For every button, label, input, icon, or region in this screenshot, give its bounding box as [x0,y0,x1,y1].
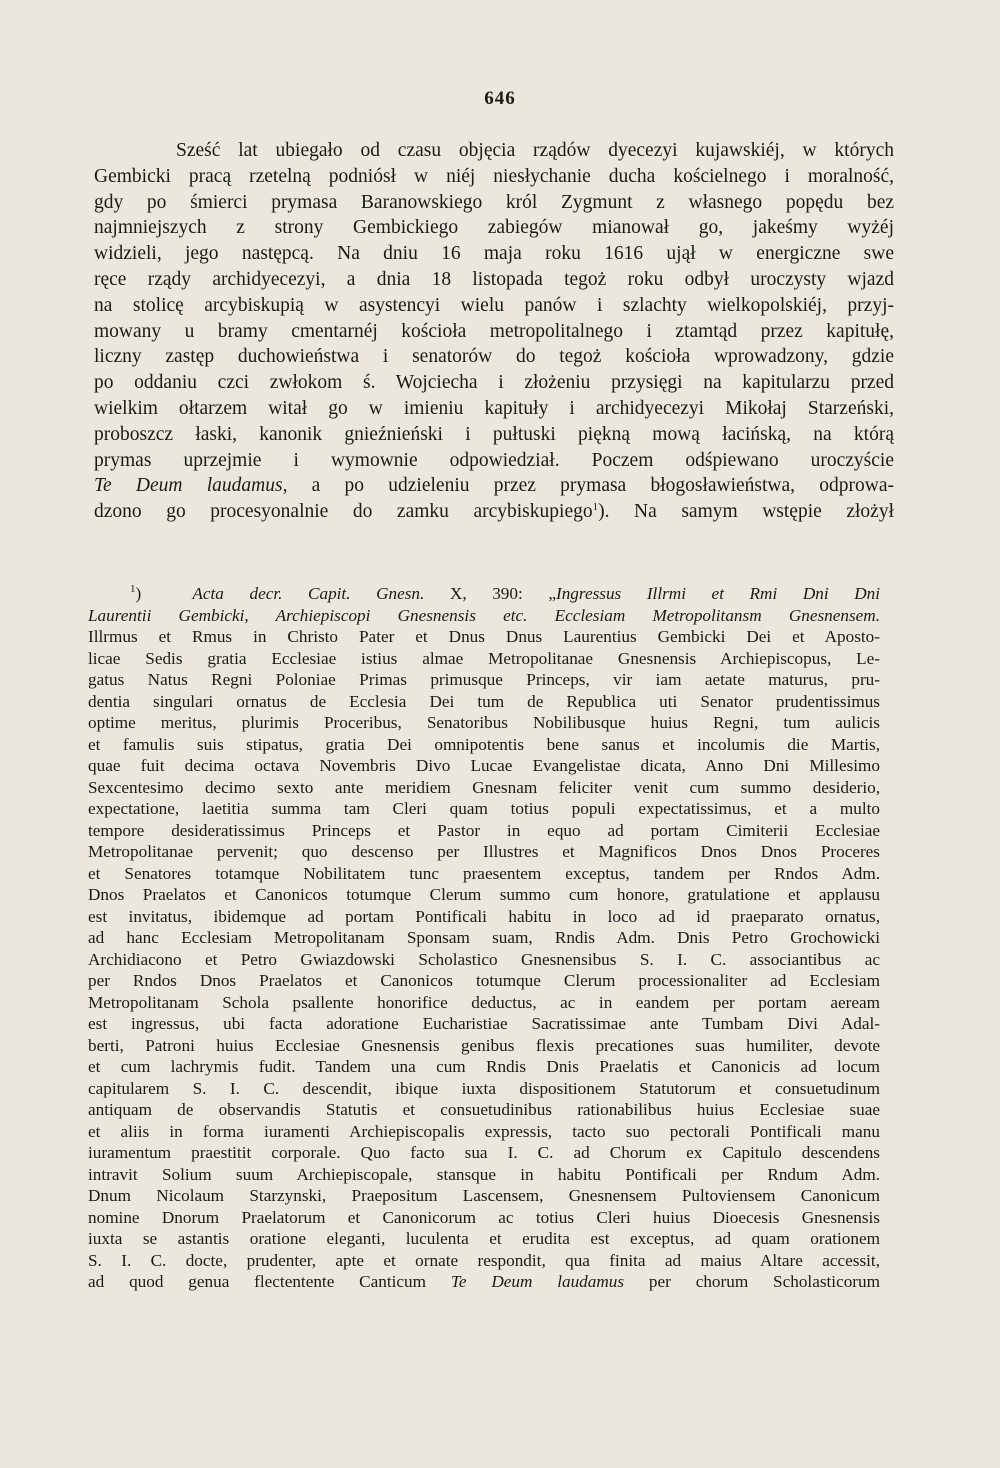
footnote-line: capitularem S. I. C. descendit, ibique iuxta dispositionem Statutorum et consuetudinum [88,1078,880,1098]
footnote-line: per Rndos Dnos Praelatos et Canonicos totumque Clerum processionaliter ad Ecclesiam [88,971,880,990]
footnote-line: ad quod genua flectentente Canticum Te Deum laudamus per chorum Scholasticorum [88,1272,880,1291]
footnote-line: et Senatores totamque Nobilitatem tunc praesentem exceptus, tandem per Rndos Adm. [88,863,880,883]
footnote-line: optime meritus, plurimis Proceribus, Senatoribus Nobilibusque huius Regni, tum aulicis [88,713,880,732]
page-number: 646 [484,88,516,109]
footnote-line: et famulis suis stipatus, gratia Dei omnipotentis bene sanus et incolumis die Martis, [88,734,880,754]
footnote-line: iuramentum praestitit corporale. Quo facto sua I. C. ad Chorum ex Capitulo descendens [88,1143,880,1162]
footnote-line: Sexcentesimo decimo sexto ante meridiem Gnesnam feliciter venit cum summo desiderio, [88,777,880,797]
body-line: Sześć lat ubiegało od czasu objęcia rządów dyecezyi kujawskiéj, w których [176,140,894,161]
footnote-line: S. I. C. docte, prudenter, apte et ornate respondit, qua finita ad maius Altare accessit, [88,1250,880,1270]
footnote-line: intravit Solium suum Archiepiscopale, stansque in habitu Pontificali per Rndum Adm. [88,1164,880,1184]
footnote [88,583,880,1293]
footnote-reference: 1 [592,501,599,514]
footnote-line: Dnos Praelatos et Canonicos totumque Clerum summo cum honore, gratulatione et applausu [88,885,880,904]
body-line: Gembicki pracą rzetelną podniósł w niéj niesłychanie ducha kościelnego i moralność, [94,165,894,187]
footnote-line: dentia singulari ornatus de Ecclesia Dei tum de Republica uti Senator prudentissimus [88,691,880,711]
body-line: Te Deum laudamus, a po udzieleniu przez prymasa błogosławieństwa, odprowa- [94,475,894,497]
footnote-line: Illrmus et Rmus in Christo Pater et Dnus Dnus Laurentius Gembicki Dei et Aposto- [88,627,880,646]
footnote-line: Metropolitanae pervenit; quo descenso per Illustres et Magnificos Dnos Dnos Proceres [88,842,880,861]
footnote-line: Metropolitanam Schola psallente honorifice deductus, ac in eandem per portam aeream [88,992,880,1012]
footnote-line: licae Sedis gratia Ecclesiae istius almae Metropolitanae Gnesnensis Archiepiscopus, Le- [88,648,880,668]
body-line: mowany u bramy cmentarnéj kościoła metropolitalnego i ztamtąd przez kapitułę, [94,320,894,342]
body-line: na stolicę arcybiskupią w asystencyi wielu panów i szlachty wielkopolskiéj, przyj- [94,294,894,316]
footnote-line: quae fuit decima octava Novembris Divo Lucae Evangelistae dicata, Anno Dni Millesimo [88,756,880,775]
footnote-line: antiquam de observandis Statutis et consuetudinibus rationabilibus huius Ecclesiae suae [88,1100,880,1119]
footnote-line: iuxta se astantis oratione eleganti, luculenta et erudita est exceptus, ad quam orationem [88,1229,880,1248]
footnote-line: est ingressus, ubi facta adoratione Eucharistiae Sacratissimae ante Tumbam Divi Adal- [88,1014,880,1033]
body-line: liczny zastęp duchowieństwa i senatorów do tegoż kościoła wprowadzony, gdzie [94,346,894,368]
footnote-line: et cum lachrymis fudit. Tandem una cum Rndis Dnis Praelatis et Canonicis ad locum [88,1057,880,1076]
footnote-line: Dnum Nicolaum Starzynski, Praepositum Lascensem, Gnesnensem Pultoviensem Canonicum [88,1186,880,1205]
footnote-line: Laurentii Gembicki, Archiepiscopi Gnesnensis etc. Ecclesiam Metropolitansm Gnesnensem. [88,605,880,625]
body-line: gdy po śmierci prymasa Baranowskiego król Zygmunt z własnego popędu bez [94,191,894,213]
footnote-line: nomine Dnorum Praelatorum et Canonicorum ac totius Cleri huius Dioecesis Gnesnensis [88,1207,880,1227]
body-line: najmniejszych z strony Gembickiego zabiegów mianował go, jakeśmy wyżéj [94,217,894,239]
body-line: po oddaniu czci zwłokom ś. Wojciecha i złożeniu przysięgi na kapitularzu przed [94,372,894,394]
body-line: widzieli, jego następcą. Na dniu 16 maja roku 1616 ujął w energiczne swe [94,243,894,265]
body-line: dzono go procesyonalnie do zamku arcybiskupiego$^1$). Na samym wstępie złożył [94,501,894,523]
footnote-line: Archidiacono et Petro Gwiazdowski Scholastico Gnesnensibus S. I. C. associantibus ac [88,949,880,969]
footnote-marker: 1 [130,583,136,595]
body-line: prymas uprzejmie i wymownie odpowiedział. Poczem odśpiewano uroczyście [94,449,894,471]
main-text [94,138,894,525]
footnote-line: ad hanc Ecclesiam Metropolitanam Sponsam suam, Rndis Adm. Dnis Petro Grochowicki [88,928,880,947]
body-line: proboszcz łaski, kanonik gnieźnieński i pułtuski piękną mową łacińską, na którą [94,423,894,445]
footnote-line: gatus Natus Regni Poloniae Primas primusque Princeps, vir iam aetate maturus, pru- [88,670,880,689]
footnote-line: expectatione, laetitia summa tam Cleri quam totius populi expectatissimus, et a multo [88,799,880,818]
footnote-line: tempore desideratissimus Princeps et Pastor in equo ad portam Cimiterii Ecclesiae [88,820,880,840]
footnote-line: $^1$) Acta decr. Capit. Gnesn. X, 390: „Ingressus Illrmi et Rmi Dni Dni [130,583,880,603]
footnote-line: berti, Patroni huius Ecclesiae Gnesnensis genibus flexis precationes suas humiliter, devote [88,1035,880,1055]
footnote-line: et aliis in forma iuramenti Archiepiscopalis expressis, tacto suo pectorali Pontificali manu [88,1121,880,1141]
body-line: ręce rządy archidyecezyi, a dnia 18 listopada tegoż roku odbył uroczysty wjazd [94,268,894,290]
footnote-line: est invitatus, ibidemque ad portam Pontificali habitu in loco ad id praeparato ornatus, [88,906,880,926]
body-line: wielkim ołtarzem witał go w imieniu kapituły i archidyecezyi Mikołaj Starzeński, [94,397,894,419]
